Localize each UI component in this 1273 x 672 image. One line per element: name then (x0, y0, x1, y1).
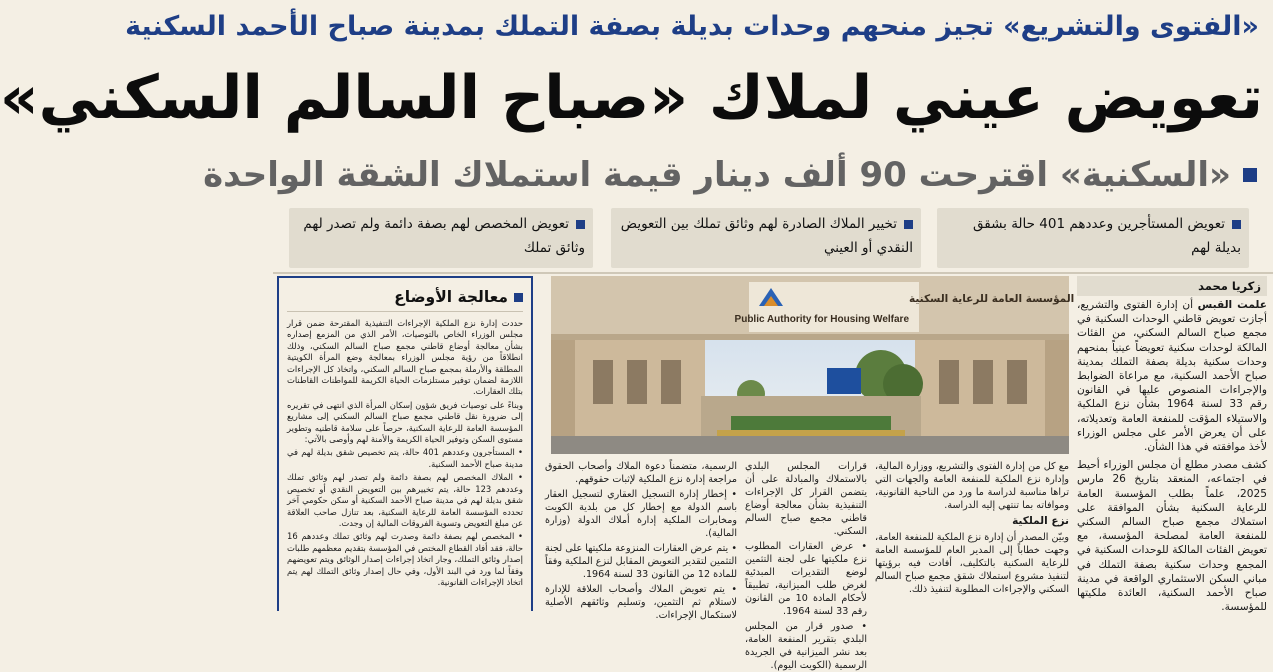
building-photo (551, 276, 1075, 454)
section-divider (273, 272, 1273, 274)
article-paragraph: • صدور قرار من المجلس البلدي بتقرير المنفعة العامة، بعد نشر الميزانية في الجريدة الرسمية (الكويت اليوم). (745, 621, 867, 671)
highlight-box-tenants (937, 208, 1249, 268)
article-paragraph: وبيّن المصدر أن إدارة نزع الملكية للمنفعة العامة، وجهت خطاباً إلى المدير العام للمؤسسة العامة للرعاية السكنية بالتكليف، أفادت فيه برؤيتها لتنفيذ مشروع استملاك شقق مجمع صباح السالم السكني والإجراءات المطلوبة لتنفيذ ذلك. (875, 532, 1069, 595)
subheadline (203, 148, 1263, 202)
article-paragraph (1077, 458, 1267, 614)
column-subheading: نزع الملكية (1012, 515, 1069, 527)
lead-in: علمت القبس (1197, 299, 1267, 311)
paragraph-text: كشف مصدر مطلع أن مجلس الوزراء أحيط في اجتماعه، المنعقد بتاريخ 26 مارس 2025، علماً بطلب المؤسسة العامة للرعاية السكنية بشأن الموافقة على استملاك مجمع صباح السالم السكني للمنفعة العامة لمصلحة المؤسسة، مع تعويض الفئات المالكة للوحدات السكنية في المجمع وحدات سكنية بصفة التملك في مباني السكن الاستثماري الواقعة في مدينة صباح الأحمد السكنية، العائدة ملكيتها للمؤسسة. (1077, 459, 1267, 614)
subheadline-text: «السكنية» اقترحت 90 ألف دينار قيمة استملاك الشقة الواحدة (203, 155, 1231, 195)
bullet-square-icon (1232, 220, 1241, 229)
byline: زكريا محمد (1077, 276, 1267, 296)
article-column-3 (545, 460, 737, 621)
article-paragraph: • إخطار إدارة التسجيل العقاري لتسجيل العقار باسم الدولة مع إخطار كل من بلدية الكويت ومخابرات الملكية إدارة أملاك الدولة (وزارة المالية). (545, 489, 737, 539)
sidebar-title-text: معالجة الأوضاع (394, 288, 508, 306)
article-paragraph: • يتم تعويض الملاك وأصحاب العلاقة للإدارة لاستلام ثم التثمين، وتسليم وثائقهم الأصلية لاستكمال الإجراءات. (545, 584, 737, 621)
article-paragraph: قرارات المجلس البلدي بالاستملاك والمبادلة على أن يتضمن القرار كل الإجراءات التنفيذية بشأن معالجة أوضاع قاطني مجمع صباح السالم السكني. (745, 461, 867, 537)
sign-text-en: Public Authority for Housing Welfare (734, 314, 909, 325)
sidebar-paragraph: • المستأجرون وعددهم 401 حالة، يتم تخصيص شقق بديلة لهم في مدينة صباح الأحمد السكنية. (287, 447, 523, 469)
sidebar-paragraph: • المخصص لهم بصفة دائمة وصدرت لهم وثائق تملك وعددهم 16 حالة، فقد أفاد القطاع المختص في المؤسسة بتقديم معظمهم طلبات إصدار وثائق التملك، وجار اتخاذ إجراءات إصدار الوثائق ويتم تعويضهم وفقاً لما ورد في البند الأول، وفي حال إصدار وثائق التملك لهم يتم اتخاذ الإجراءات القانونية. (287, 531, 523, 587)
sidebar-paragraph: حددت إدارة نزع الملكية الإجراءات التنفيذية المقترحة ضمن قرار مجلس الوزراء الخاص بالتوصيات، الأمر الذي من المزمع إصداره بشأن معالجة أوضاع قاطني مجمع صباح السالم السكني، وذلك انطلاقاً من رؤية مجلس الوزراء بمعالجة وضع المرأة الكويتية المطلقة والأرملة بمجمع صباح السالم السكني، واتخاذ كل الإجراءات اللازمة لضمان توفير مستلزمات الحياة الكريمة للمواطنات القاطنات بتلك العقارات. (287, 318, 523, 397)
article-paragraph: الرسمية، متضمناً دعوة الملاك وأصحاب الحقوق مراجعة إدارة نزع الملكية لإثبات حقوقهم. (545, 461, 737, 485)
article-paragraph: • عرض العقارات المطلوب نزع ملكيتها على لجنة التثمين لوضع التقديرات المبدئية لغرض طلب الميزانية، تطبيقاً لأحكام المادة 10 من القانون رقم 33 لسنة 1964. (745, 541, 867, 617)
main-headline: تعويض عيني لملاك «صباح السالم السكني» (0, 63, 1263, 133)
highlight-box-allocated (289, 208, 593, 268)
article-column-2 (745, 460, 867, 671)
bullet-square-icon (514, 293, 523, 302)
sign-text-ar: المؤسسة العامة للرعاية السكنية (909, 293, 1075, 305)
highlight-text: تعويض المستأجرين وعددهم 401 حالة بشقق بديلة لهم (973, 216, 1241, 256)
article-paragraph: مع كل من إدارة الفتوى والتشريع، ووزارة المالية، وإدارة نزع الملكية للمنفعة العامة والجهات التي تراها مناسبة لدراسة ما ورد من الناحية القانونية، وموافاته بما تنتهي إليه الدراسة. (875, 461, 1069, 511)
sidebar-box (277, 276, 533, 611)
bullet-square-icon (1243, 168, 1257, 182)
sidebar-paragraph: وبناءً على توصيات فريق شؤون إسكان المرأة الذي انتهى في تقريره إلى ضرورة نقل قاطني مجمع صباح السالم السكني إلى مشاريع المؤسسة العامة للرعاية السكنية، حرصاً على سلامة قاطنيه وتطوير مستوى السكن وتوفير الحياة الكريمة والأمنة لهم وأوصى بالآتي: (287, 399, 523, 445)
highlight-text: تخيير الملاك الصادرة لهم وثائق تملك بين التعويض النقدي أو العيني (620, 216, 913, 256)
highlight-text: تعويض المخصص لهم بصفة دائمة ولم تصدر لهم وثائق تملك (303, 216, 585, 256)
article-column-right (1077, 298, 1267, 614)
kicker-headline: «الفتوى والتشريع» تجيز منحهم وحدات بديلة بصفة التملك بمدينة صباح الأحمد السكنية (125, 11, 1259, 42)
bullet-square-icon (576, 220, 585, 229)
article-column-1 (875, 460, 1069, 611)
sidebar-paragraph: • الملاك المخصص لهم بصفة دائمة ولم تصدر لهم وثائق تملك وعددهم 123 حالة، يتم تخييرهم بين التعويض النقدي أو تخصيص شقق بديلة لهم في مدينة صباح الأحمد السكنية أو سكن حكومي آخر تحدده المؤسسة العامة للرعاية السكنية، بعد تنازل صاحب العلاقة عن مبلغ التعويض وتسوية الفروقات المالية إن وجدت. (287, 472, 523, 528)
article-paragraph: • يتم عرض العقارات المنزوعة ملكيتها على لجنة التثمين لتقدير التعويض المقابل لنزع الملكية وفقاً للمادة 12 من القانون 33 لسنة 1964. (545, 543, 737, 580)
photo-illustration (551, 276, 1075, 454)
sidebar-title (287, 284, 523, 312)
article-paragraph (1077, 298, 1267, 454)
highlight-box-owners (611, 208, 921, 268)
paragraph-text: أن إدارة الفتوى والتشريع، أجازت تعويض قاطني الوحدات السكنية في مجمع صباح السالم السكني، من الفئات المالكة لوحدات سكنية تعويضاً عينياً بمنحهم وحدات سكنية بديلة بصفة التملك بمدينة صباح الأحمد السكنية، مع مراعاة الضوابط والإجراءات المنصوص عليها في القانون رقم 33 لسنة 1964 بشأن نزع الملكية والاستيلاء المؤقت للمنفعة العامة وتعديلاته، على أن يعرض الأمر على مجلس الوزراء لأخذ موافقته في هذا الشأن. (1077, 299, 1267, 454)
bullet-square-icon (904, 220, 913, 229)
